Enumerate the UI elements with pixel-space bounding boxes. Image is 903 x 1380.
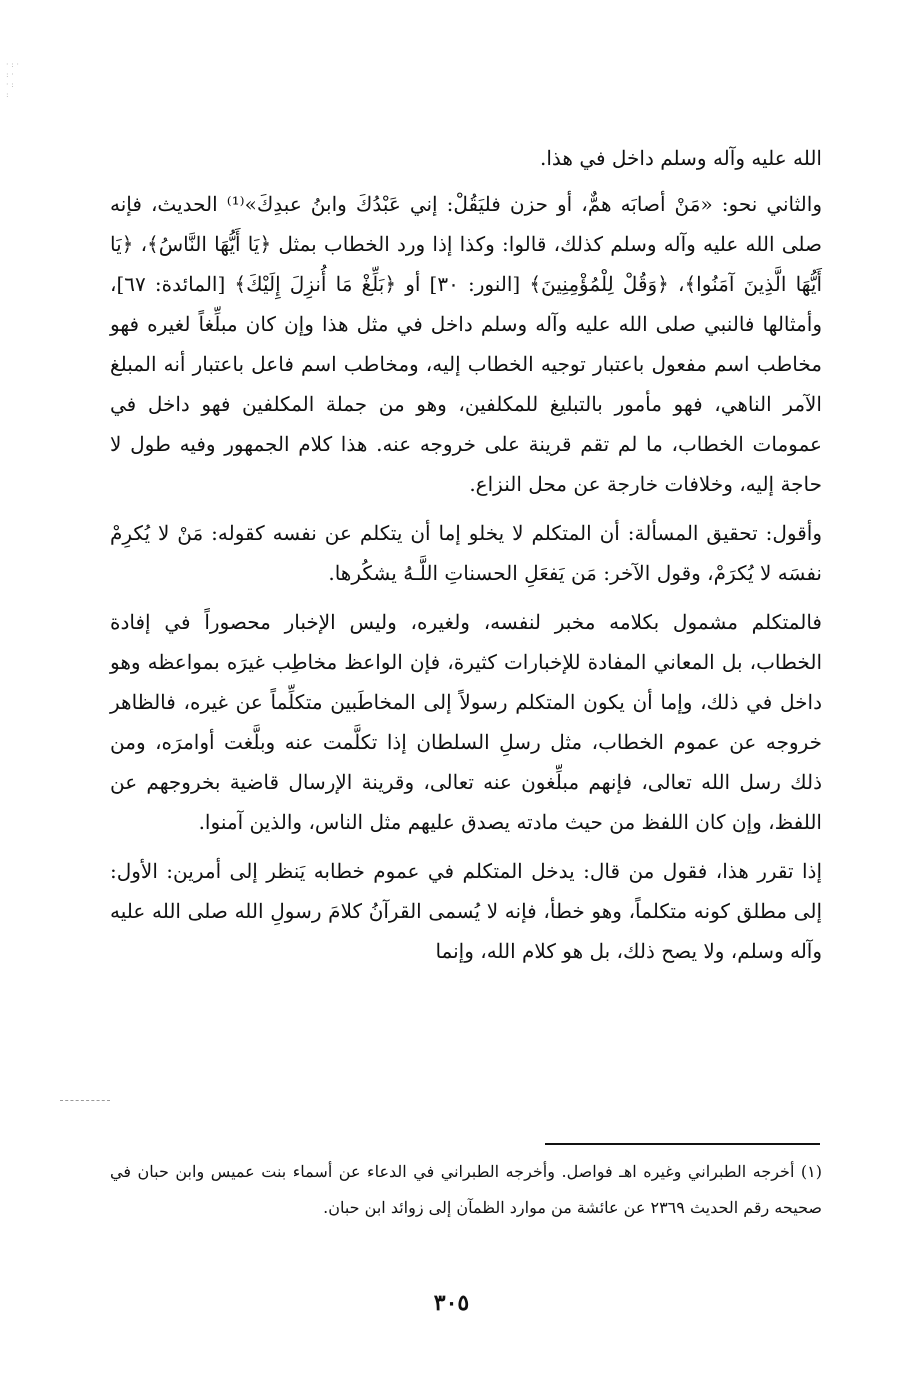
scan-artifact-line [60,1100,110,1102]
paragraph-2: والثاني نحو: «مَنْ أصابَه همٌّ، أو حزن فليَقُلْ: إني عَبْدُكَ وابنُ عبدِكَ»⁽¹⁾ الحديث، فإنه صلى الله عليه وآله وسلم كذلك، قالوا: وكذا إذا ورد الخطاب بمثل ﴿يَا أَيُّهَا النَّاسُ﴾، ﴿يَا أَيُّهَا الَّذِينَ آمَنُوا﴾، ﴿وَقُلْ لِلْمُؤْمِنِينَ﴾ [النور: ٣٠] أو ﴿بَلِّغْ مَا أُنزِلَ إِلَيْكَ﴾ [المائدة: ٦٧]، وأمثالها فالنبي صلى الله عليه وآله وسلم داخل في مثل هذا وإن كان مبلِّغاً لغيره فهو مخاطب اسم مفعول باعتبار توجيه الخطاب إليه، ومخاطب اسم فاعل باعتبار أنه المبلغ الآمر الناهي، فهو مأمور بالتبليغ للمكلفين، وهو من جملة المكلفين فهو داخل في عمومات الخطاب، ما لم تقم قرينة على خروجه عنه. هذا كلام الجمهور وفيه طول لا حاجة إليه، وخلافات خارجة عن محل النزاع. [110,192,823,496]
footnote: (١) أخرجه الطبراني وغيره اهـ فواصل. وأخرجه الطبراني في الدعاء عن أسماء بنت عميس وابن حبان في صحيحه رقم الحديث ٢٣٦٩ عن عائشة من موارد الظمآن إلى زوائد ابن حبان. [110,1162,822,1217]
paragraph-1: الله عليه وآله وسلم داخل في هذا. [540,146,822,170]
paragraph-5: إذا تقرر هذا، فقول من قال: يدخل المتكلم في عموم خطابه يَنظر إلى أمرين: الأول: إلى مطلق كونه متكلماً، وهو خطأ، فإنه لا يُسمى القرآنُ كلامَ رسولِ الله صلى الله عليه وآله وسلم، ولا يصح ذلك، بل هو كلام الله، وإنما [110,859,822,963]
paragraph-4: فالمتكلم مشمول بكلامه مخبر لنفسه، ولغيره، وليس الإخبار محصوراً في إفادة الخطاب، بل المعاني المفادة للإخبارات كثيرة، فإن الواعظ مخاطِب غيرَه بمواعظه وهو داخل في ذلك، وإما أن يكون المتكلم رسولاً إلى المخاطَبين متكلِّماً عن غيره، فالظاهر خروجه عن عموم الخطاب، مثل رسلِ السلطان إذا تكلَّمت عنه وبلَّغت أوامرَه، ومن ذلك رسل الله تعالى، فإنهم مبلِّغون عنه تعالى، وقرينة الإرسال قاضية بخروجهم عن اللفظ، وإن كان اللفظ من حيث مادته يصدق عليهم مثل الناس، والذين آمنوا. [110,610,822,834]
page-body [110,138,822,980]
footnote-separator [545,1143,820,1145]
paragraph-3: وأقول: تحقيق المسألة: أن المتكلم لا يخلو إما أن يتكلم عن نفسه كقوله: مَنْ لا يُكرِمْ نفسَه لا يُكرَمْ، وقول الآخر: مَن يَفعَلِ الحسناتِ اللَّـهُ يشكُرها. [110,521,822,585]
page-number: ٣٠٥ [433,1290,470,1316]
scan-artifact: · : · : · · : : [6,60,19,99]
